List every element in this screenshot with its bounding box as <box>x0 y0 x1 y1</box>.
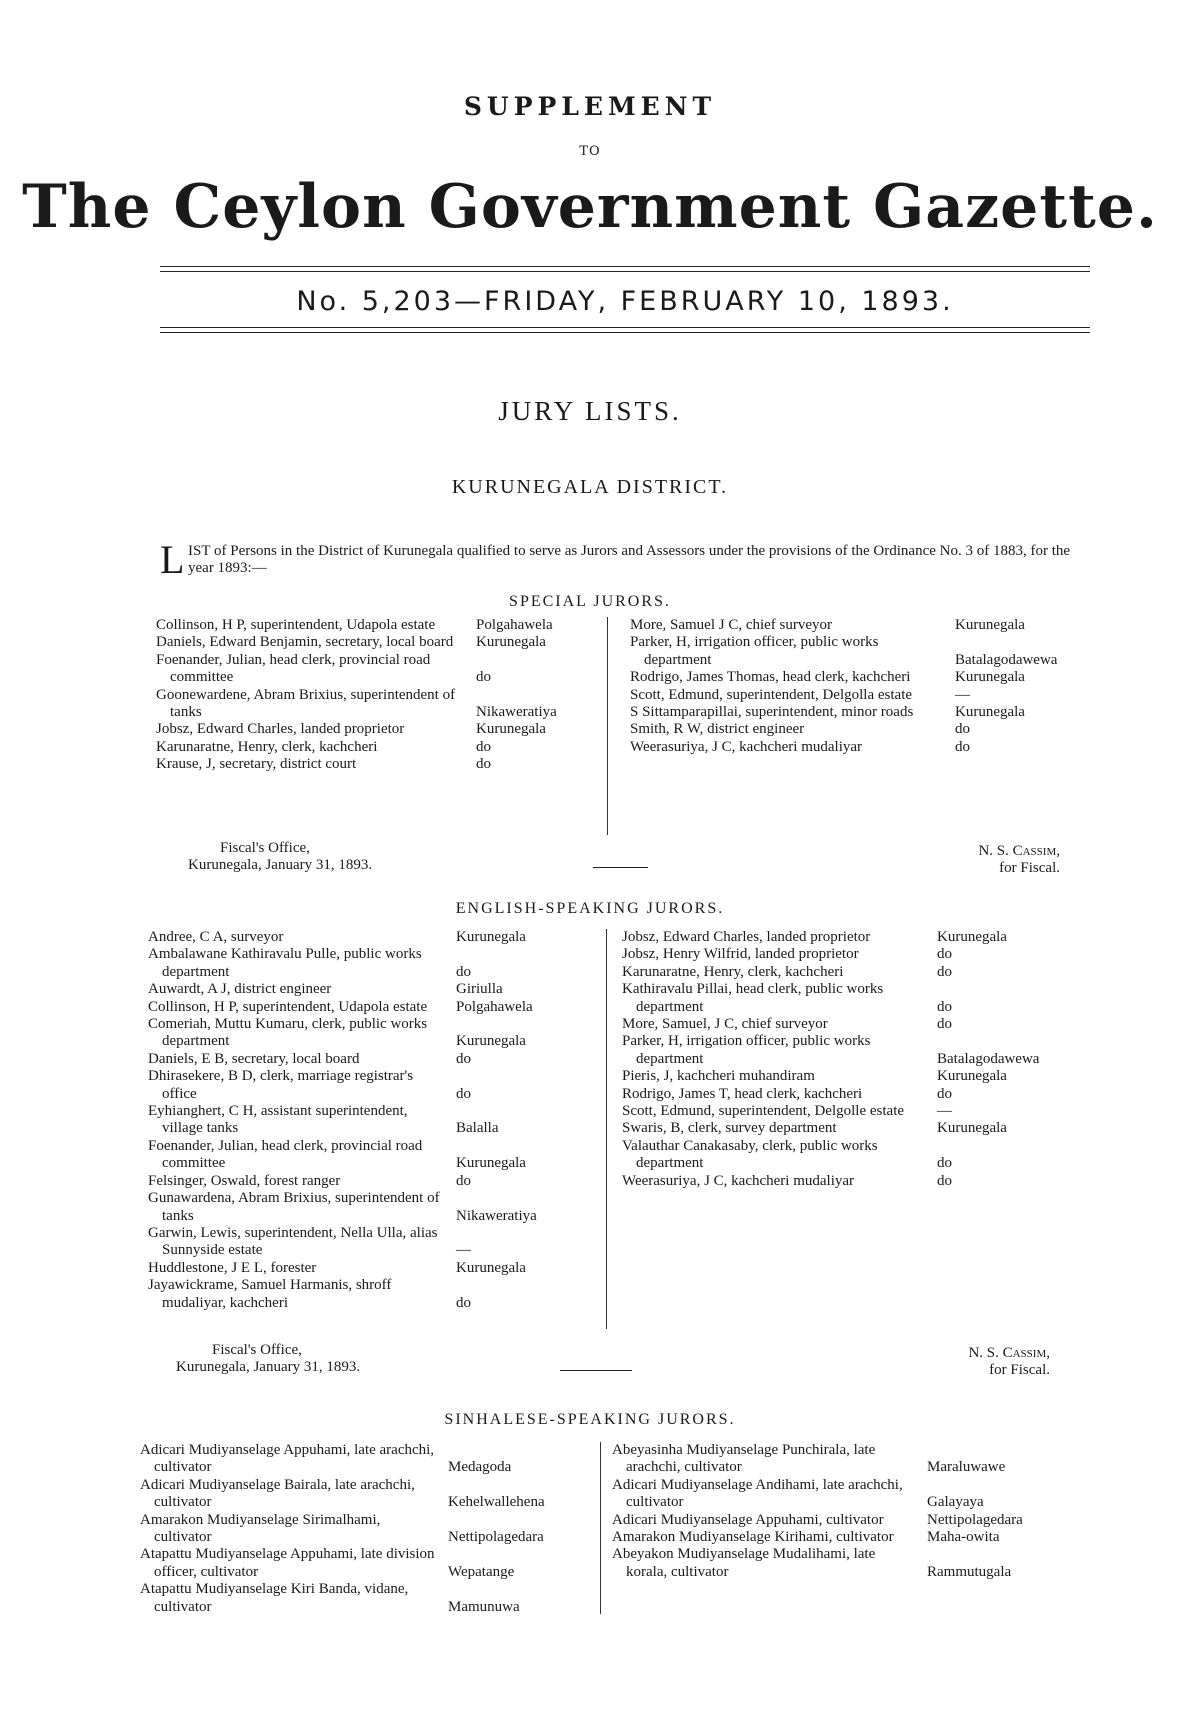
juror-place: Wepatange <box>448 1563 515 1580</box>
juror-name: Atapattu Mudiyanselage Kiri Banda, vidane, cultivator <box>140 1581 409 1615</box>
juror-name: Atapattu Mudiyanselage Appuhami, late division officer, cultivator <box>140 1546 435 1580</box>
juror-name: Ambalawane Kathiravalu Pulle, public works department <box>148 946 422 980</box>
juror-name: Smith, R W, district engineer <box>630 721 805 738</box>
juror-name: Abeyasinha Mudiyanselage Punchirala, late arachchi, cultivator <box>612 1442 876 1476</box>
juror-place: Nikaweratiya <box>476 704 557 721</box>
juror-name: Amarakon Mudiyanselage Kirihami, cultivator <box>612 1529 894 1546</box>
special-heading: SPECIAL JURORS. <box>509 593 671 610</box>
juror-place: Giriulla <box>456 981 503 998</box>
juror-entry <box>622 1016 952 1033</box>
juror-name: More, Samuel J C, chief surveyor <box>630 617 833 633</box>
juror-name: Adicari Mudiyanselage Andihami, late arachchi, cultivator <box>612 1476 903 1511</box>
drop-cap: L <box>160 537 185 582</box>
juror-place: Kurunegala <box>937 1068 1007 1085</box>
english-heading: ENGLISH-SPEAKING JURORS. <box>455 900 725 917</box>
juror-entry <box>630 721 970 738</box>
juror-name: Jayawickrame, Samuel Harmanis, shroff mudaliyar, kachcheri <box>148 1277 392 1311</box>
juror-name: Comeriah, Muttu Kumaru, clerk, public works department <box>148 1016 428 1050</box>
juror-name: Auwardt, A J, district engineer <box>148 981 332 998</box>
juror-entry <box>148 1016 526 1051</box>
juror-place: do <box>456 1294 471 1311</box>
sinhalese-left-column <box>140 1442 545 1616</box>
juror-entry <box>612 1546 1012 1581</box>
juror-name: Scott, Edmund, superintendent, Delgolle estate <box>622 1103 905 1120</box>
juror-entry <box>622 1120 1007 1137</box>
juror-name: Gunawardena, Abram Brixius, superintendent of tanks <box>148 1190 440 1224</box>
section-title: JURY LISTS. <box>498 396 682 426</box>
juror-entry <box>622 981 952 1016</box>
juror-name: Jobsz, Henry Wilfrid, landed proprietor <box>622 946 859 963</box>
rule-bottom-1 <box>160 327 1090 328</box>
juror-entry <box>148 1172 471 1190</box>
juror-place: Kurunegala <box>955 704 1025 721</box>
juror-name: Adicari Mudiyanselage Bairala, late arachchi, cultivator <box>140 1476 415 1511</box>
office-line-2: Kurunegala, January 31, 1893. <box>188 857 373 873</box>
juror-name: Scott, Edmund, superintendent, Delgolla estate <box>630 686 913 703</box>
juror-name: Goonewardene, Abram Brixius, superintendent of tanks <box>156 686 456 721</box>
juror-name: Collinson, H P, superintendent, Udapola estate <box>148 998 428 1015</box>
juror-place: Rammutugala <box>927 1563 1012 1580</box>
juror-place: Medagoda <box>448 1459 512 1476</box>
juror-place: do <box>937 1016 952 1033</box>
juror-entry <box>622 1137 952 1173</box>
juror-name: Dhirasekere, B D, clerk, marriage registrar's office <box>148 1068 414 1102</box>
juror-entry <box>622 929 1007 946</box>
rule-top-1 <box>160 266 1090 267</box>
juror-entry <box>156 617 553 634</box>
juror-name: Daniels, Edward Benjamin, secretary, local board <box>156 634 454 651</box>
juror-entry <box>156 651 491 687</box>
juror-place: Kurunegala <box>937 929 1007 945</box>
signer-role: for Fiscal. <box>999 860 1060 876</box>
juror-entry <box>622 1085 952 1103</box>
juror-place: Kurunegala <box>456 1155 526 1172</box>
juror-name: Adicari Mudiyanselage Appuhami, cultivator <box>612 1511 884 1528</box>
juror-place: Kurunegala <box>955 617 1025 633</box>
juror-name: Andree, C A, surveyor <box>148 929 284 945</box>
juror-place: Kurunegala <box>456 1259 526 1276</box>
juror-entry <box>148 1190 537 1225</box>
english-divider <box>606 929 607 1329</box>
supplement-heading: SUPPLEMENT <box>463 92 717 121</box>
juror-name: Adicari Mudiyanselage Appuhami, late arachchi, cultivator <box>140 1442 435 1476</box>
juror-name: Jobsz, Edward Charles, landed proprietor <box>156 721 405 738</box>
juror-entry <box>148 1259 526 1277</box>
juror-place: Polgahawela <box>476 617 553 633</box>
juror-entry <box>140 1581 520 1616</box>
juror-name: Valauthar Canakasaby, clerk, public works department <box>622 1137 878 1172</box>
juror-entry <box>140 1442 512 1477</box>
juror-name: Garwin, Lewis, superintendent, Nella Ulla, alias Sunnyside estate <box>148 1224 438 1259</box>
juror-name: Parker, H, irrigation officer, public works department <box>622 1033 871 1067</box>
juror-place: — <box>937 1103 952 1120</box>
juror-place: do <box>456 1085 471 1102</box>
juror-name: Rodrigo, James Thomas, head clerk, kachcheri <box>630 669 911 686</box>
juror-name: S Sittamparapillai, superintendent, minor roads <box>630 704 914 721</box>
juror-entry <box>148 1137 526 1173</box>
juror-place: do <box>937 998 952 1015</box>
signer-name: N. S. Cassim, <box>978 843 1060 859</box>
juror-entry <box>622 963 952 981</box>
juror-entry <box>148 998 533 1016</box>
juror-name: Collinson, H P, superintendent, Udapola estate <box>156 617 436 633</box>
juror-entry <box>156 634 546 651</box>
juror-entry <box>612 1511 1023 1529</box>
juror-name: Parker, H, irrigation officer, public works department <box>630 634 879 668</box>
juror-name: Swaris, B, clerk, survey department <box>622 1120 837 1137</box>
rule-bottom-2 <box>160 332 1090 333</box>
juror-name: Amarakon Mudiyanselage Sirimalhami, cultivator <box>140 1511 381 1546</box>
juror-entry <box>140 1511 544 1547</box>
juror-place: do <box>476 738 491 755</box>
juror-entry <box>622 946 952 963</box>
juror-entry <box>622 1172 952 1190</box>
to-label: TO <box>579 144 601 159</box>
juror-place: Mamunuwa <box>448 1598 520 1615</box>
juror-place: Batalagodawewa <box>937 1050 1040 1067</box>
special-right-column <box>630 617 1058 756</box>
juror-place: Balalla <box>456 1120 499 1137</box>
juror-entry <box>148 1224 471 1260</box>
juror-entry <box>148 981 503 998</box>
juror-entry <box>148 1103 499 1138</box>
juror-name: Weerasuriya, J C, kachcheri mudaliyar <box>630 738 863 755</box>
juror-entry <box>156 721 546 738</box>
special-left-column <box>156 617 557 774</box>
office-line-1: Fiscal's Office, <box>212 1342 302 1358</box>
special-divider <box>607 617 608 835</box>
juror-name: Abeyakon Mudiyanselage Mudalihami, late korala, cultivator <box>612 1546 876 1580</box>
sinhalese-divider <box>600 1442 601 1614</box>
juror-name: Kathiravalu Pillai, head clerk, public works department <box>622 981 884 1015</box>
juror-place: Kurunegala <box>456 929 526 945</box>
juror-entry <box>622 1033 1040 1068</box>
juror-place: do <box>456 1172 471 1189</box>
gazette-title: The Ceylon Government Gazette. <box>22 172 1158 242</box>
juror-place: Kurunegala <box>955 669 1025 686</box>
juror-name: Krause, J, secretary, district court <box>156 756 357 773</box>
juror-entry <box>630 686 970 704</box>
office-line-2: Kurunegala, January 31, 1893. <box>176 1359 361 1375</box>
english-left-column <box>148 929 537 1312</box>
english-end-dash <box>560 1370 632 1371</box>
juror-place: do <box>456 963 471 980</box>
sinhalese-right-column <box>612 1442 1023 1581</box>
juror-place: Kurunegala <box>456 1033 526 1050</box>
juror-entry <box>156 756 491 773</box>
juror-entry <box>630 738 970 756</box>
juror-name: Felsinger, Oswald, forest ranger <box>148 1172 341 1189</box>
juror-place: do <box>937 963 952 980</box>
juror-entry <box>630 634 1058 669</box>
juror-place: Batalagodawewa <box>955 651 1058 668</box>
juror-entry <box>156 686 557 722</box>
signer-role: for Fiscal. <box>989 1362 1050 1378</box>
juror-entry <box>630 669 1025 686</box>
district-title: KURUNEGALA DISTRICT. <box>451 476 729 498</box>
sinhalese-heading: SINHALESE-SPEAKING JURORS. <box>444 1411 736 1428</box>
juror-place: — <box>456 1242 471 1259</box>
juror-place: Kurunegala <box>476 721 546 738</box>
juror-place: Polgahawela <box>456 998 533 1015</box>
juror-entry <box>630 704 1025 721</box>
juror-entry <box>612 1476 984 1512</box>
special-signature <box>880 843 1060 877</box>
juror-name: Karunaratne, Henry, clerk, kachcheri <box>622 963 844 980</box>
juror-entry <box>148 929 526 946</box>
juror-entry <box>622 1103 952 1120</box>
juror-entry <box>612 1529 1000 1546</box>
juror-place: do <box>456 1050 471 1067</box>
intro-paragraph <box>160 537 1090 582</box>
juror-name: Karunaratne, Henry, clerk, kachcheri <box>156 738 378 755</box>
juror-entry <box>148 946 471 981</box>
juror-place: Kehelwallehena <box>448 1494 545 1511</box>
juror-place: Nettipolagedara <box>448 1529 544 1546</box>
juror-name: Foenander, Julian, head clerk, provincial road committee <box>148 1137 423 1172</box>
juror-place: Kurunegala <box>937 1120 1007 1137</box>
signer-name: N. S. Cassim, <box>968 1345 1050 1361</box>
juror-entry <box>612 1442 1006 1477</box>
english-right-column <box>622 929 1040 1190</box>
rule-top-2 <box>160 271 1090 272</box>
office-line-1: Fiscal's Office, <box>220 840 310 856</box>
juror-place: — <box>955 686 970 703</box>
juror-place: do <box>937 1085 952 1102</box>
juror-entry <box>148 1050 471 1068</box>
special-office <box>188 840 372 874</box>
juror-place: Nikaweratiya <box>456 1207 537 1224</box>
juror-place: Maraluwawe <box>927 1459 1006 1476</box>
juror-entry <box>140 1546 515 1581</box>
juror-name: Eyhianghert, C H, assistant superintendent, village tanks <box>148 1103 408 1137</box>
juror-place: do <box>955 721 970 738</box>
juror-place: do <box>937 946 952 963</box>
juror-place: do <box>937 1155 952 1172</box>
special-end-dash <box>593 867 648 868</box>
juror-place: do <box>937 1172 952 1189</box>
juror-entry <box>148 1277 471 1312</box>
juror-name: Daniels, E B, secretary, local board <box>148 1050 360 1067</box>
juror-name: Foenander, Julian, head clerk, provincial road committee <box>156 651 431 686</box>
juror-place: Maha-owita <box>927 1529 1000 1546</box>
juror-place: do <box>476 756 491 773</box>
juror-place: do <box>476 669 491 686</box>
english-office <box>176 1342 360 1376</box>
english-signature <box>880 1345 1050 1379</box>
juror-name: Huddlestone, J E L, forester <box>148 1259 317 1276</box>
juror-entry <box>622 1068 1007 1085</box>
juror-place: Galayaya <box>927 1494 984 1511</box>
intro-text: IST of Persons in the District of Kurunegala qualified to serve as Jurors and Assessors under the provisions of the Ordinance No. 3 of 1883, for the year 1893:— <box>188 543 1071 576</box>
juror-entry <box>630 617 1025 634</box>
juror-place: do <box>955 738 970 755</box>
juror-entry <box>148 1068 471 1103</box>
juror-name: Weerasuriya, J C, kachcheri mudaliyar <box>622 1172 855 1189</box>
juror-name: Rodrigo, James T, head clerk, kachcheri <box>622 1085 863 1102</box>
juror-place: Nettipolagedara <box>927 1511 1023 1528</box>
juror-entry <box>156 738 491 756</box>
issue-line: No. 5,203—FRIDAY, FEBRUARY 10, 1893. <box>296 286 954 317</box>
juror-place: Kurunegala <box>476 634 546 651</box>
juror-name: More, Samuel, J C, chief surveyor <box>622 1016 828 1033</box>
juror-entry <box>140 1476 545 1512</box>
juror-name: Jobsz, Edward Charles, landed proprietor <box>622 929 871 945</box>
juror-name: Pieris, J, kachcheri muhandiram <box>622 1068 815 1085</box>
